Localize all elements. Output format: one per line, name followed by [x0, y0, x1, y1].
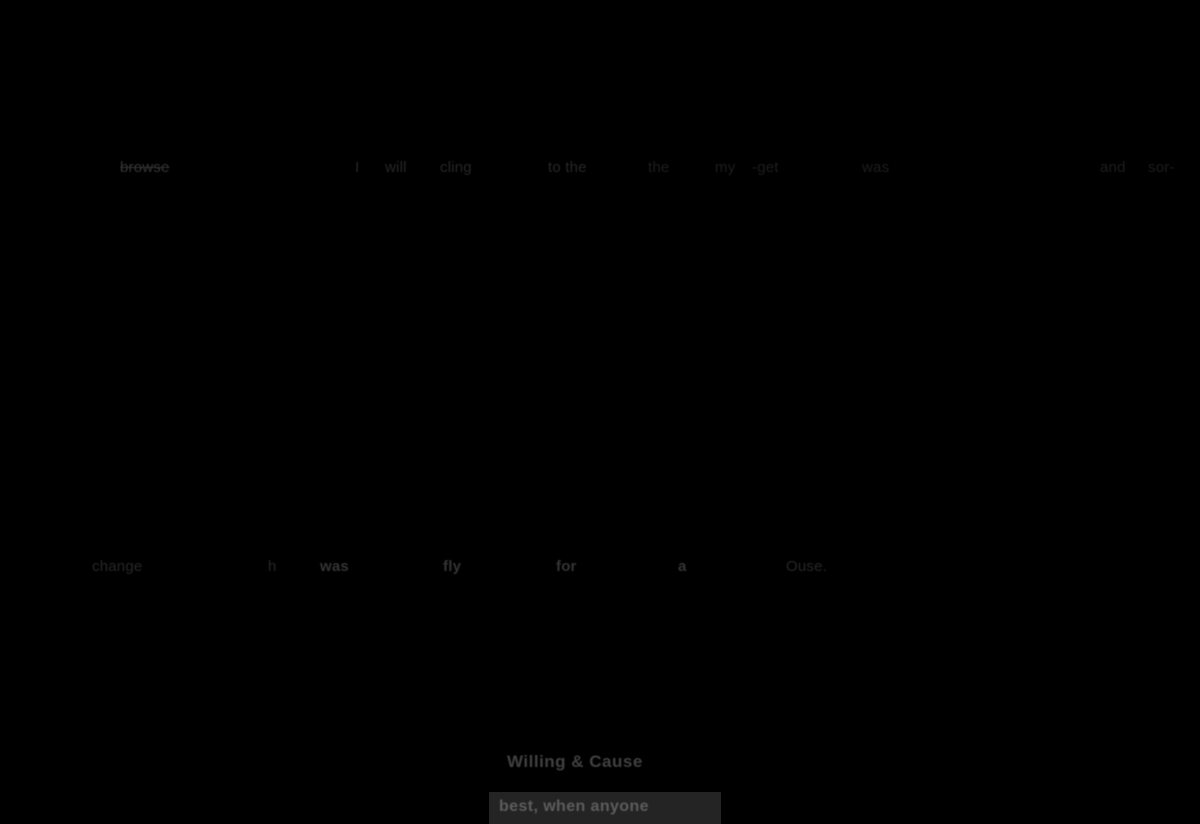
text-fragment: and [1100, 159, 1126, 176]
text-fragment: I [355, 159, 360, 176]
text-fragment: the [648, 159, 670, 176]
text-fragment: will [385, 159, 407, 176]
bottom-block-bar[interactable] [489, 792, 721, 824]
bottom-block-title: Willing & Cause [507, 752, 643, 771]
text-fragment: my [715, 159, 736, 176]
text-fragment: h [268, 558, 277, 575]
text-fragment: was [862, 159, 890, 176]
text-fragment: a [678, 558, 687, 575]
text-fragment: was [320, 558, 349, 575]
text-fragment: to the [548, 159, 587, 176]
text-fragment: cling [440, 159, 472, 176]
text-fragment: fly [443, 558, 462, 575]
text-fragment: sor- [1148, 159, 1175, 176]
text-fragment: for [556, 558, 577, 575]
text-fragment: -get [752, 159, 779, 176]
bottom-block-bar-label: best, when anyone [499, 798, 649, 815]
text-fragment: Ouse. [786, 558, 828, 575]
text-fragment: browse [120, 159, 170, 176]
text-fragment: change [92, 558, 143, 575]
